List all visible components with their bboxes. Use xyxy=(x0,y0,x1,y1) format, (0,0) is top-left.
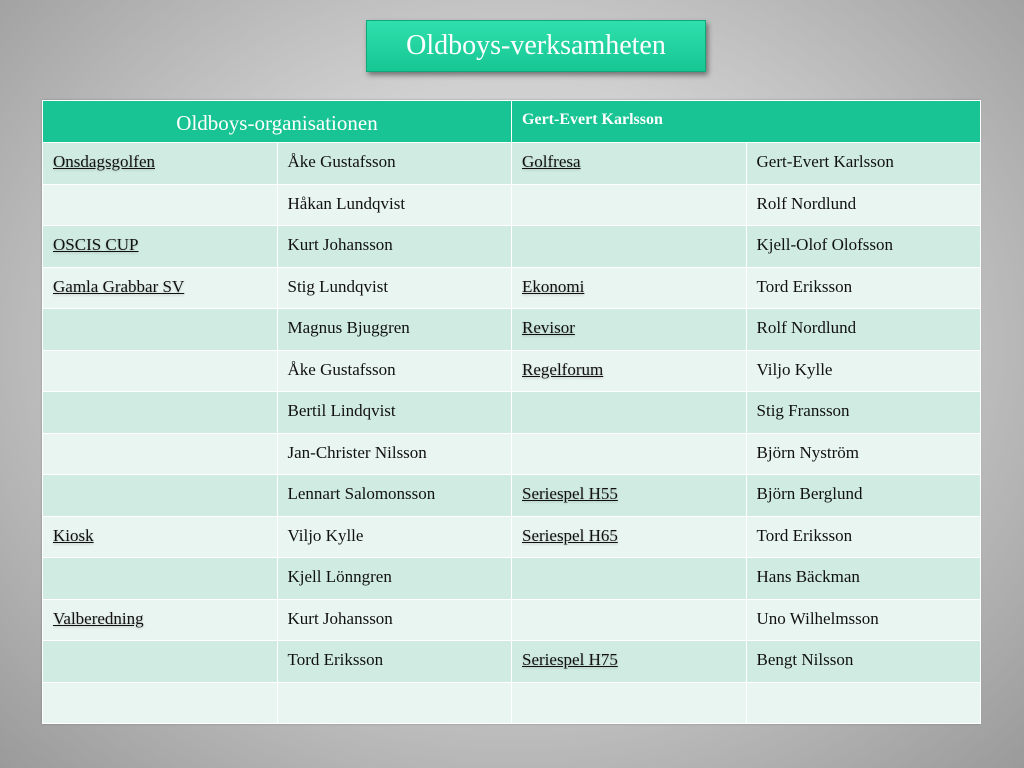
activity-cell xyxy=(512,392,747,434)
activity-link[interactable]: OSCIS CUP xyxy=(53,235,139,254)
person-name: Håkan Lundqvist xyxy=(287,193,406,213)
table-row xyxy=(43,392,981,434)
person-cell xyxy=(746,558,981,600)
person-cell xyxy=(277,558,512,600)
person-name: Viljo Kylle xyxy=(756,359,833,379)
activity-cell xyxy=(512,433,747,475)
person-cell xyxy=(746,350,981,392)
person-cell xyxy=(746,392,981,434)
activity-link[interactable]: Revisor xyxy=(522,318,575,337)
person-cell xyxy=(746,226,981,268)
activity-cell xyxy=(43,599,278,641)
person-cell xyxy=(746,682,981,724)
person-name: Tord Eriksson xyxy=(287,650,384,669)
person-cell xyxy=(746,267,981,309)
person-cell xyxy=(277,350,512,392)
person-name: Bertil Lindqvist xyxy=(287,401,396,420)
activity-cell xyxy=(512,516,747,558)
person-cell xyxy=(746,309,981,351)
header-name: Gert-Evert Karlsson xyxy=(512,101,981,143)
slide-title-text: Oldboys-verksamheten xyxy=(406,30,666,61)
person-name: Hans Bäckman xyxy=(756,567,860,586)
person-name: Rolf Nordlund xyxy=(756,193,857,213)
activity-cell xyxy=(512,682,747,724)
person-name: Tord Eriksson xyxy=(756,525,853,545)
activity-link[interactable]: Valberedning xyxy=(53,608,144,628)
table-row xyxy=(43,475,981,517)
table-row xyxy=(43,350,981,392)
person-cell xyxy=(277,309,512,351)
person-name: Kjell Lönngren xyxy=(287,567,392,586)
person-cell xyxy=(277,392,512,434)
person-cell xyxy=(277,516,512,558)
activity-link[interactable]: Onsdagsgolfen xyxy=(53,152,155,171)
activity-cell xyxy=(43,226,278,268)
activity-link[interactable]: Ekonomi xyxy=(522,276,585,296)
person-cell xyxy=(277,433,512,475)
activity-cell xyxy=(43,641,278,683)
person-cell xyxy=(746,433,981,475)
slide-title xyxy=(366,20,706,72)
activity-cell xyxy=(512,641,747,683)
person-cell xyxy=(746,184,981,226)
activity-cell xyxy=(512,226,747,268)
person-cell xyxy=(746,143,981,185)
person-cell xyxy=(277,475,512,517)
table-row xyxy=(43,143,981,185)
activity-cell xyxy=(43,392,278,434)
activity-link[interactable]: Regelforum xyxy=(522,359,604,379)
person-cell xyxy=(746,599,981,641)
person-cell xyxy=(277,641,512,683)
person-cell xyxy=(746,516,981,558)
activity-cell xyxy=(512,475,747,517)
activity-cell xyxy=(43,475,278,517)
activity-link[interactable]: Kiosk xyxy=(53,525,94,545)
activity-cell xyxy=(512,309,747,351)
person-cell xyxy=(277,143,512,185)
table-row xyxy=(43,433,981,475)
activity-cell xyxy=(512,267,747,309)
person-name: Gert-Evert Karlsson xyxy=(756,152,894,171)
activity-cell xyxy=(512,558,747,600)
person-cell xyxy=(277,682,512,724)
person-name: Kurt Johansson xyxy=(287,235,393,254)
person-name: Uno Wilhelmsson xyxy=(756,608,879,628)
activity-cell xyxy=(43,309,278,351)
person-name: Magnus Bjuggren xyxy=(287,318,410,337)
person-cell xyxy=(746,475,981,517)
organisation-table xyxy=(42,100,981,724)
activity-cell xyxy=(512,599,747,641)
person-name: Kurt Johansson xyxy=(287,608,393,628)
table-row xyxy=(43,516,981,558)
person-cell xyxy=(277,184,512,226)
person-name: Stig Fransson xyxy=(756,401,850,420)
person-name: Rolf Nordlund xyxy=(756,318,857,337)
person-name: Stig Lundqvist xyxy=(287,276,389,296)
activity-cell xyxy=(43,433,278,475)
table-header-row xyxy=(43,101,981,143)
activity-cell xyxy=(43,558,278,600)
table-row xyxy=(43,558,981,600)
table-row xyxy=(43,226,981,268)
person-name: Björn Nyström xyxy=(756,442,859,462)
activity-link[interactable]: Seriespel H65 xyxy=(522,525,618,545)
person-name: Björn Berglund xyxy=(756,484,863,503)
person-cell xyxy=(746,641,981,683)
person-name: Lennart Salomonsson xyxy=(287,484,436,503)
table-row xyxy=(43,641,981,683)
activity-cell xyxy=(512,184,747,226)
table-body xyxy=(43,143,981,724)
person-name: Viljo Kylle xyxy=(287,525,364,545)
person-name: Tord Eriksson xyxy=(756,276,853,296)
person-name: Åke Gustafsson xyxy=(287,152,396,171)
activity-link[interactable]: Seriespel H55 xyxy=(522,484,618,503)
person-name: Kjell-Olof Olofsson xyxy=(756,235,893,254)
person-name: Jan-Christer Nilsson xyxy=(287,442,427,462)
table-row xyxy=(43,682,981,724)
activity-cell xyxy=(43,267,278,309)
activity-link[interactable]: Golfresa xyxy=(522,152,581,171)
person-cell xyxy=(277,599,512,641)
activity-cell xyxy=(43,143,278,185)
person-cell xyxy=(277,226,512,268)
activity-cell xyxy=(43,682,278,724)
activity-cell xyxy=(43,516,278,558)
activity-cell xyxy=(43,184,278,226)
person-name: Åke Gustafsson xyxy=(287,359,396,379)
organisation-table-container xyxy=(42,100,980,724)
person-cell xyxy=(277,267,512,309)
table-row xyxy=(43,309,981,351)
header-organisation: Oldboys-organisationen xyxy=(43,101,512,143)
activity-cell xyxy=(512,143,747,185)
table-row xyxy=(43,599,981,641)
activity-link[interactable]: Gamla Grabbar SV xyxy=(53,276,185,296)
activity-cell xyxy=(512,350,747,392)
person-name: Bengt Nilsson xyxy=(756,650,854,669)
table-row xyxy=(43,184,981,226)
table-row xyxy=(43,267,981,309)
activity-cell xyxy=(43,350,278,392)
activity-link[interactable]: Seriespel H75 xyxy=(522,650,618,669)
